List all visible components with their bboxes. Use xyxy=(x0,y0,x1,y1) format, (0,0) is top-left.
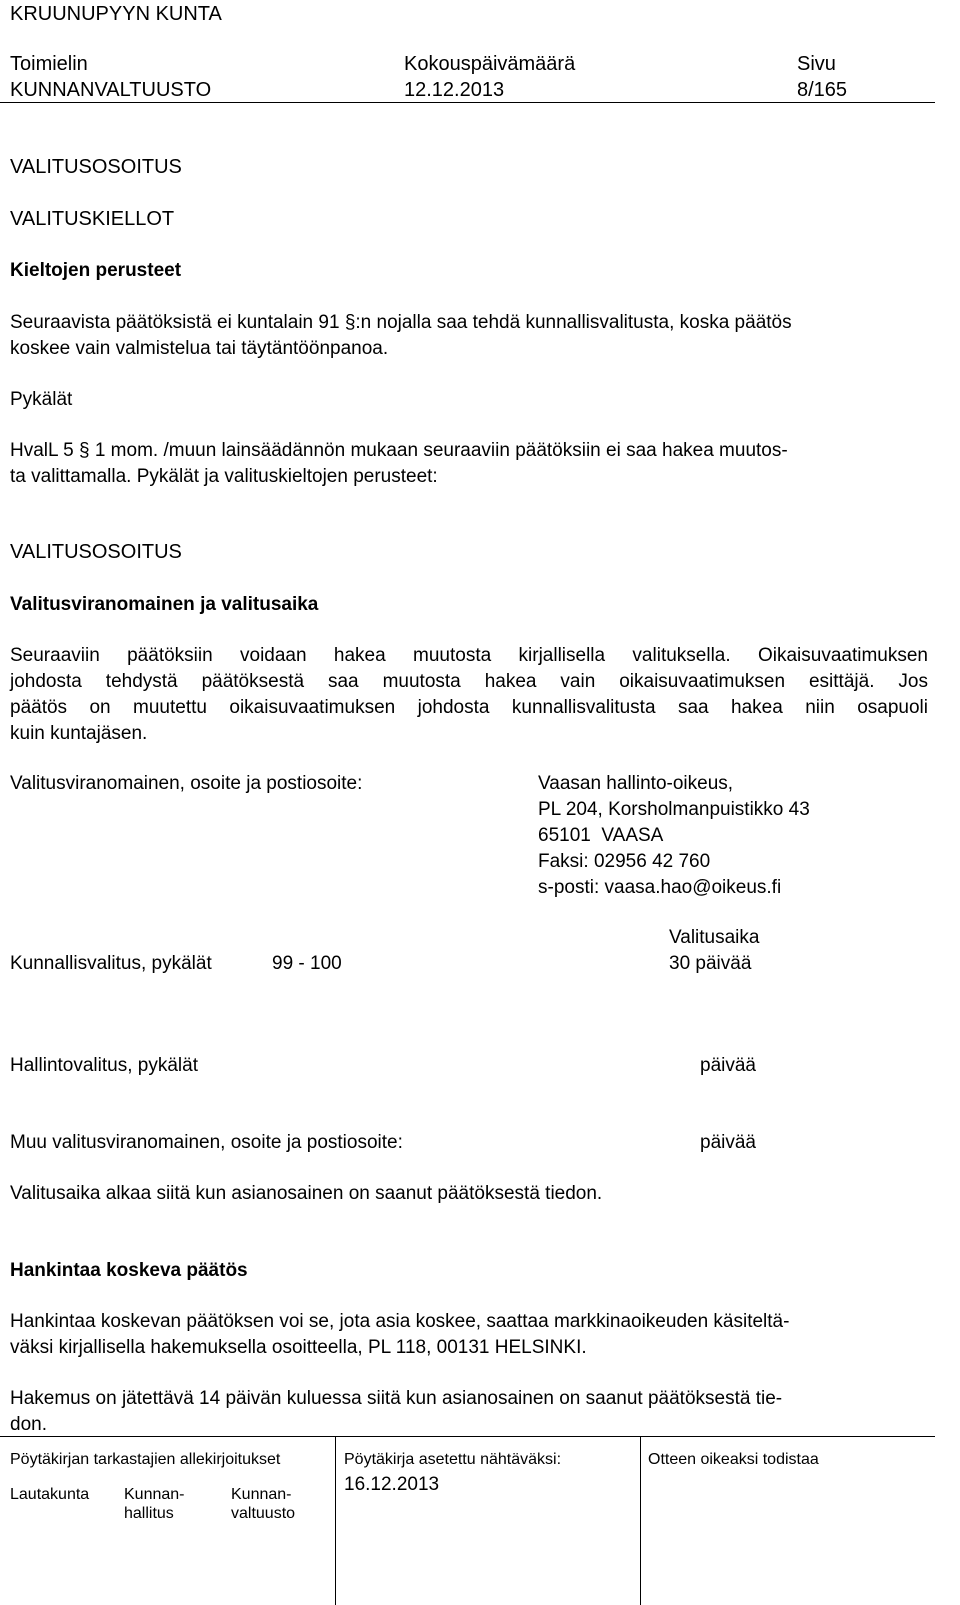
address-line: s-posti: vaasa.hao@oikeus.fi xyxy=(538,877,782,898)
paragraph-line: koskee vain valmistelua tai täytäntöönpanoa. xyxy=(10,338,389,359)
address-line: PL 204, Korsholmanpuistikko 43 xyxy=(538,799,810,820)
valitusaika-header: Valitusaika xyxy=(669,927,760,948)
footer-divider xyxy=(0,1436,935,1437)
footer-column-divider xyxy=(335,1436,336,1605)
heading-kieltojen-perusteet: Kieltojen perusteet xyxy=(10,260,182,281)
paragraph-line: Hakemus on jätettävä 14 päivän kuluessa siitä kun asianosainen on saanut päätöksestä tie- xyxy=(10,1388,783,1409)
authority-label: Valitusviranomainen, osoite ja postiosoite: xyxy=(10,773,363,794)
page-label: Sivu xyxy=(797,53,836,75)
signature-kunnanvaltuusto xyxy=(231,1485,295,1523)
kunnallisvalitus-days: 30 päivää xyxy=(669,953,752,974)
organ-value: KUNNANVALTUUSTO xyxy=(10,79,212,101)
address-line: Vaasan hallinto-oikeus, xyxy=(538,773,734,794)
heading-valituskiellot: VALITUSKIELLOT xyxy=(10,208,175,230)
paragraph-line: väksi kirjallisella hakemuksella osoitteella, PL 118, 00131 HELSINKI. xyxy=(10,1337,587,1358)
paragraph-line: HvalL 5 § 1 mom. /muun lainsäädännön mukaan seuraaviin päätöksiin ei saa hakea muutos- xyxy=(10,440,788,461)
pykalat-label: Pykälät xyxy=(10,389,73,410)
paragraph-seuraaviin xyxy=(10,643,928,747)
meeting-date-label: Kokouspäivämäärä xyxy=(404,53,576,75)
paragraph-hvall xyxy=(10,438,930,490)
authority-address xyxy=(538,771,810,901)
footer-column-divider xyxy=(640,1436,641,1605)
heading-hankinta: Hankintaa koskeva päätös xyxy=(10,1260,248,1281)
signatures-label: Pöytäkirjan tarkastajien allekirjoitukset xyxy=(10,1451,281,1468)
paragraph-line: Hankintaa koskevan päätöksen voi se, jota asia koskee, saattaa markkinaoikeuden käsiteltä- xyxy=(10,1311,790,1332)
hallintovalitus-label: Hallintovalitus, pykälät xyxy=(10,1055,198,1076)
address-line: Faksi: 02956 42 760 xyxy=(538,851,711,872)
signature-lautakunta: Lautakunta xyxy=(10,1486,90,1503)
page-number: 8/165 xyxy=(797,79,848,101)
signature-label-line: valtuusto xyxy=(231,1505,296,1522)
signature-label-line: Kunnan- xyxy=(231,1486,292,1503)
paragraph-hakemus xyxy=(10,1386,930,1438)
paragraph-kielto xyxy=(10,310,930,362)
paragraph-line: johdosta tehdystä päätöksestä saa muutosta hakea vain oikaisuvaatimuksen esittäjä. Jos xyxy=(10,671,928,692)
paragraph-line: ta valittamalla. Pykälät ja valituskieltojen perusteet: xyxy=(10,466,438,487)
organ-label: Toimielin xyxy=(10,53,88,75)
header-divider xyxy=(0,102,935,103)
meeting-date-value: 12.12.2013 xyxy=(404,79,505,101)
paragraph-hankinta xyxy=(10,1309,930,1361)
posted-date: 16.12.2013 xyxy=(344,1474,440,1495)
certified-label: Otteen oikeaksi todistaa xyxy=(648,1451,819,1468)
kunnallisvalitus-sections: 99 - 100 xyxy=(272,953,342,974)
heading-viranomainen-ja-aika: Valitusviranomainen ja valitusaika xyxy=(10,594,319,615)
paragraph-line: kuin kuntajäsen. xyxy=(10,723,148,744)
kunnallisvalitus-label: Kunnallisvalitus, pykälät xyxy=(10,953,212,974)
paragraph-line: Seuraaviin päätöksiin voidaan hakea muutosta kirjallisella valituksella. Oikaisuvaatimuksen xyxy=(10,645,928,666)
organization-name: KRUUNUPYYN KUNTA xyxy=(10,3,222,25)
muu-viranomainen-days: päivää xyxy=(700,1132,756,1153)
address-line: 65101 VAASA xyxy=(538,825,664,846)
paragraph-line: don. xyxy=(10,1414,47,1435)
paragraph-line: päätös on muutettu oikaisuvaatimuksen johdosta kunnallisvalitusta saa hakea niin osapuoli xyxy=(10,697,928,718)
heading-valitusosoitus: VALITUSOSOITUS xyxy=(10,156,182,178)
muu-viranomainen-label: Muu valitusviranomainen, osoite ja postiosoite: xyxy=(10,1132,403,1153)
valitusaika-alkaa: Valitusaika alkaa siitä kun asianosainen on saanut päätöksestä tiedon. xyxy=(10,1183,603,1204)
signature-label-line: Kunnan- xyxy=(124,1486,185,1503)
signature-kunnanhallitus xyxy=(124,1485,185,1523)
heading-valitusosoitus-2: VALITUSOSOITUS xyxy=(10,541,182,563)
paragraph-line: Seuraavista päätöksistä ei kuntalain 91 §:n nojalla saa tehdä kunnallisvalitusta, koska päätös xyxy=(10,312,792,333)
posted-label: Pöytäkirja asetettu nähtäväksi: xyxy=(344,1451,562,1468)
hallintovalitus-days: päivää xyxy=(700,1055,756,1076)
signature-label-line: hallitus xyxy=(124,1505,174,1522)
